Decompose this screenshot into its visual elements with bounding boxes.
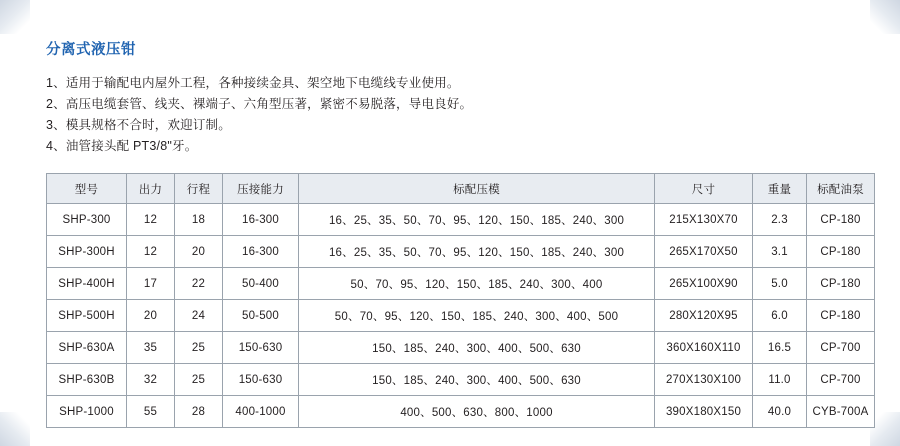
cell-output: 20: [127, 300, 175, 332]
cell-model: SHP-630A: [47, 332, 127, 364]
cell-model: SHP-300H: [47, 236, 127, 268]
cell-weight: 2.3: [753, 204, 807, 236]
cell-dies: 16、25、35、50、70、95、120、150、185、240、300: [299, 236, 655, 268]
cell-pump: CP-180: [807, 300, 875, 332]
cell-capacity: 400-1000: [223, 396, 299, 428]
cell-stroke: 18: [175, 204, 223, 236]
cell-capacity: 16-300: [223, 204, 299, 236]
cell-stroke: 20: [175, 236, 223, 268]
corner-decoration-bottom-left: [0, 412, 30, 446]
cell-size: 360X160X110: [655, 332, 753, 364]
corner-decoration-top-left: [0, 0, 30, 34]
cell-size: 265X170X50: [655, 236, 753, 268]
table-row: [47, 332, 875, 364]
cell-model: SHP-400H: [47, 268, 127, 300]
cell-weight: 5.0: [753, 268, 807, 300]
table-row: [47, 396, 875, 428]
cell-pump: CP-180: [807, 236, 875, 268]
specification-table: [46, 173, 875, 428]
cell-size: 215X130X70: [655, 204, 753, 236]
cell-dies: 50、70、95、120、150、185、240、300、400、500: [299, 300, 655, 332]
table-row: [47, 364, 875, 396]
cell-output: 17: [127, 268, 175, 300]
cell-stroke: 22: [175, 268, 223, 300]
table-row: [47, 204, 875, 236]
note-item: 1、适用于输配电内屋外工程，各种接续金具、架空地下电缆线专业使用。: [46, 76, 460, 91]
note-item: 2、高压电缆套管、线夹、裸端子、六角型压著，紧密不易脱落，导电良好。: [46, 97, 473, 112]
cell-dies: 400、500、630、800、1000: [299, 396, 655, 428]
cell-weight: 3.1: [753, 236, 807, 268]
column-header-capacity: 压接能力: [223, 174, 299, 204]
cell-pump: CP-700: [807, 332, 875, 364]
notes-list: [46, 73, 854, 157]
column-header-size: 尺寸: [655, 174, 753, 204]
cell-stroke: 28: [175, 396, 223, 428]
cell-pump: CP-180: [807, 268, 875, 300]
table-row: [47, 300, 875, 332]
cell-capacity: 150-630: [223, 332, 299, 364]
column-header-output: 出力: [127, 174, 175, 204]
cell-weight: 16.5: [753, 332, 807, 364]
column-header-stroke: 行程: [175, 174, 223, 204]
cell-dies: 50、70、95、120、150、185、240、300、400: [299, 268, 655, 300]
cell-size: 280X120X95: [655, 300, 753, 332]
note-item: 4、油管接头配 PT3/8"牙。: [46, 139, 198, 154]
table-header-row: [47, 174, 875, 204]
cell-output: 12: [127, 204, 175, 236]
cell-model: SHP-500H: [47, 300, 127, 332]
cell-size: 265X100X90: [655, 268, 753, 300]
cell-stroke: 24: [175, 300, 223, 332]
cell-output: 35: [127, 332, 175, 364]
cell-output: 32: [127, 364, 175, 396]
cell-pump: CYB-700A: [807, 396, 875, 428]
cell-output: 12: [127, 236, 175, 268]
table-body: [47, 204, 875, 428]
cell-stroke: 25: [175, 364, 223, 396]
cell-model: SHP-300: [47, 204, 127, 236]
cell-capacity: 150-630: [223, 364, 299, 396]
cell-output: 55: [127, 396, 175, 428]
column-header-weight: 重量: [753, 174, 807, 204]
cell-dies: 150、185、240、300、400、500、630: [299, 364, 655, 396]
column-header-pump: 标配油泵: [807, 174, 875, 204]
cell-pump: CP-180: [807, 204, 875, 236]
cell-model: SHP-630B: [47, 364, 127, 396]
note-item: 3、模具规格不合时，欢迎订制。: [46, 118, 231, 133]
column-header-model: 型号: [47, 174, 127, 204]
cell-dies: 16、25、35、50、70、95、120、150、185、240、300: [299, 204, 655, 236]
page-title: 分离式液压钳: [46, 42, 136, 58]
cell-weight: 11.0: [753, 364, 807, 396]
cell-dies: 150、185、240、300、400、500、630: [299, 332, 655, 364]
cell-stroke: 25: [175, 332, 223, 364]
table-row: [47, 236, 875, 268]
corner-decoration-top-right: [870, 0, 900, 34]
table-header: [47, 174, 875, 204]
cell-model: SHP-1000: [47, 396, 127, 428]
cell-pump: CP-700: [807, 364, 875, 396]
cell-capacity: 16-300: [223, 236, 299, 268]
cell-size: 270X130X100: [655, 364, 753, 396]
cell-capacity: 50-400: [223, 268, 299, 300]
cell-size: 390X180X150: [655, 396, 753, 428]
content-area: [46, 42, 869, 428]
cell-capacity: 50-500: [223, 300, 299, 332]
cell-weight: 40.0: [753, 396, 807, 428]
column-header-dies: 标配压模: [299, 174, 655, 204]
table-row: [47, 268, 875, 300]
cell-weight: 6.0: [753, 300, 807, 332]
